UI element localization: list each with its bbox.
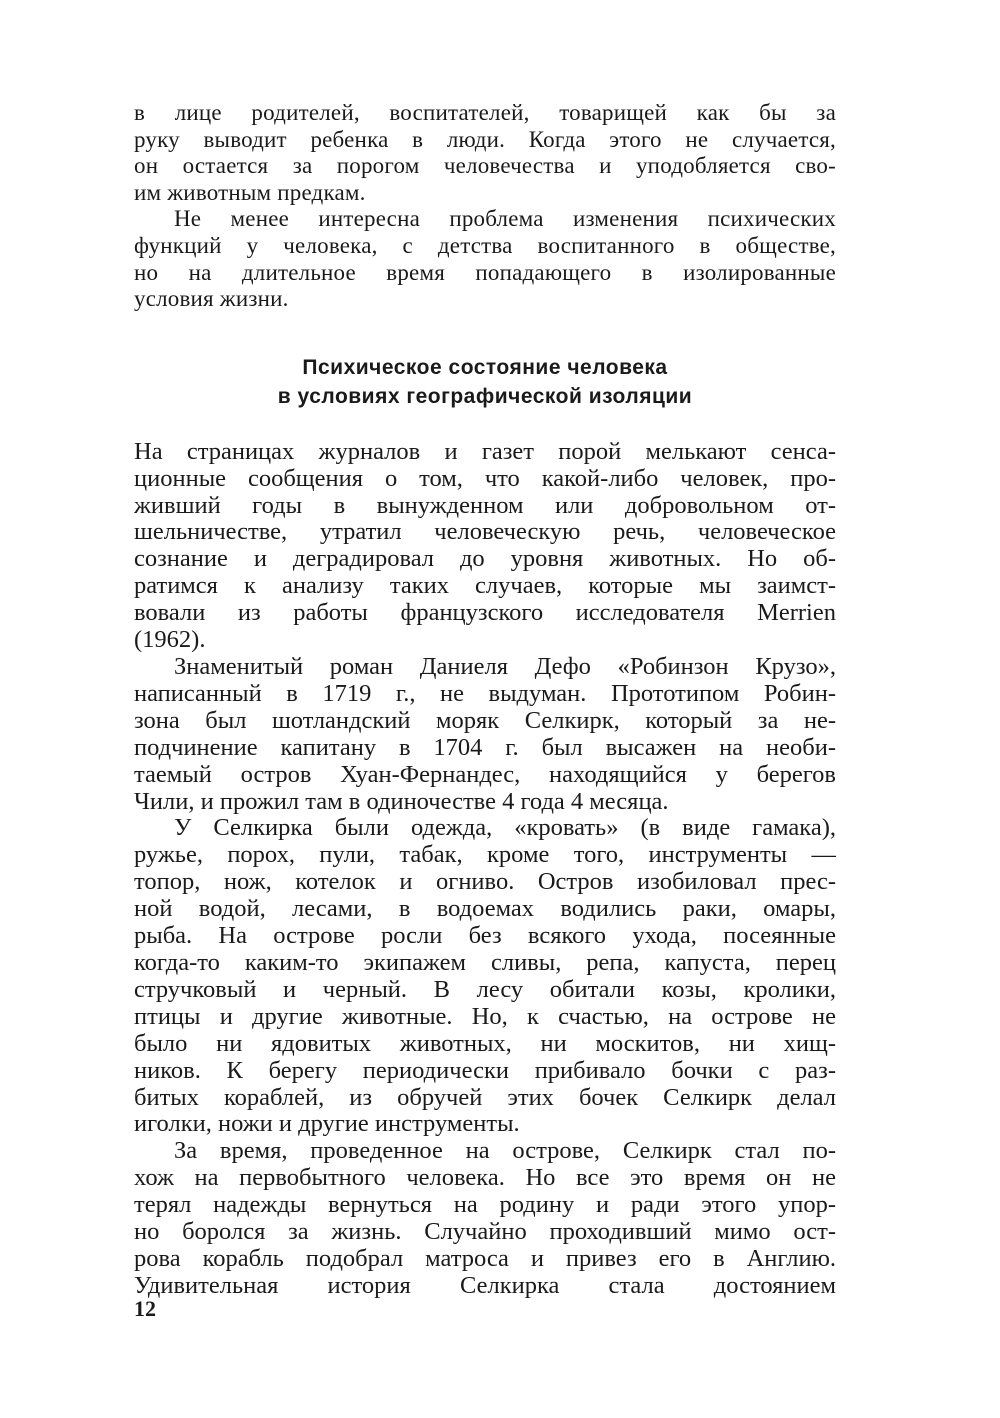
text-line: птицы и другие животные. Но, к счастью, на острове не xyxy=(134,1003,836,1030)
text-line: шельничестве, утратил человеческую речь, человеческое xyxy=(134,519,836,546)
text-line: Чили, и прожил там в одиночестве 4 года 4 месяца. xyxy=(134,788,669,815)
text-line: но на длительное время попадающего в изолированные xyxy=(134,259,836,285)
text-line: когда-то каким-то экипажем сливы, репа, капуста, перец xyxy=(134,949,836,976)
text-line: ной водой, лесами, в водоемах водились раки, омары, xyxy=(134,896,836,923)
text-line: Не менее интересна проблема изменения психических xyxy=(174,206,836,232)
text-line: хож на первобытного человека. Но все это время он не xyxy=(134,1165,836,1192)
text-line: терял надежды вернуться на родину и ради этого упор- xyxy=(134,1192,836,1219)
text-line: он остается за порогом человечества и уподобляется сво- xyxy=(134,153,836,179)
text-line: руку выводит ребенка в люди. Когда этого не случается, xyxy=(134,126,836,152)
text-line: рыба. На острове росли без всякого ухода, посеянные xyxy=(134,923,836,950)
text-line: функций у человека, с детства воспитанного в обществе, xyxy=(134,232,836,258)
text-line: битых кораблей, из обручей этих бочек Селкирк делал xyxy=(134,1084,836,1111)
text-line: ружье, порох, пули, табак, кроме того, инструменты — xyxy=(134,842,836,869)
text-line: ционные сообщения о том, что какой-либо человек, про- xyxy=(134,465,836,492)
text-line: За время, проведенное на острове, Селкирк стал по- xyxy=(174,1138,836,1165)
text-line: (1962). xyxy=(134,627,206,654)
text-line: ратимся к анализу таких случаев, которые мы заимст- xyxy=(134,573,836,600)
text-line: Знаменитый роман Даниеля Дефо «Робинзон Крузо», xyxy=(174,654,836,680)
text-line: условия жизни. xyxy=(134,286,289,312)
text-line: подчинение капитану в 1704 г. был высажен на необи- xyxy=(134,734,836,761)
text-line: стручковый и черный. В лесу обитали козы, кролики, xyxy=(134,976,836,1003)
text-line: им животным предкам. xyxy=(134,179,366,205)
text-line: в лице родителей, воспитателей, товарищей как бы за xyxy=(134,100,836,125)
text-line: сознание и деградировал до уровня животных. Но об- xyxy=(134,546,836,573)
text-line: вовали из работы французского исследователя Merrien xyxy=(134,600,836,627)
main-text xyxy=(134,439,836,1300)
intro-text xyxy=(134,100,836,313)
text-line: иголки, ножи и другие инструменты. xyxy=(134,1111,520,1138)
section-heading xyxy=(134,353,836,411)
text-line: но боролся за жизнь. Случайно проходивший мимо ост- xyxy=(134,1219,836,1246)
text-line: топор, нож, котелок и огниво. Остров изобиловал прес- xyxy=(134,869,836,896)
text-line: зона был шотландский моряк Селкирк, который за не- xyxy=(134,707,836,734)
page-number: 12 xyxy=(134,1296,156,1321)
section-heading-line: Психическое состояние человека xyxy=(302,355,668,379)
text-line: написанный в 1719 г., не выдуман. Прототипом Робин- xyxy=(134,680,836,707)
text-line: На страницах журналов и газет порой мелькают сенса- xyxy=(134,438,836,465)
text-line: было ни ядовитых животных, ни москитов, ни хищ- xyxy=(134,1030,836,1057)
text-line: рова корабль подобрал матроса и привез его в Англию. xyxy=(134,1245,836,1272)
text-line: Удивительная история Селкирка стала достоянием xyxy=(134,1272,836,1299)
text-line: таемый остров Хуан-Фернандес, находящийся у берегов xyxy=(134,761,836,788)
page-content xyxy=(134,100,836,1300)
text-line: живший годы в вынужденном или добровольном от- xyxy=(134,492,836,519)
text-line: У Селкирка были одежда, «кровать» (в виде гамака), xyxy=(174,815,836,842)
text-line: ников. К берегу периодически прибивало бочки с раз- xyxy=(134,1057,836,1084)
section-heading-line: в условиях географической изоляции xyxy=(277,384,693,408)
